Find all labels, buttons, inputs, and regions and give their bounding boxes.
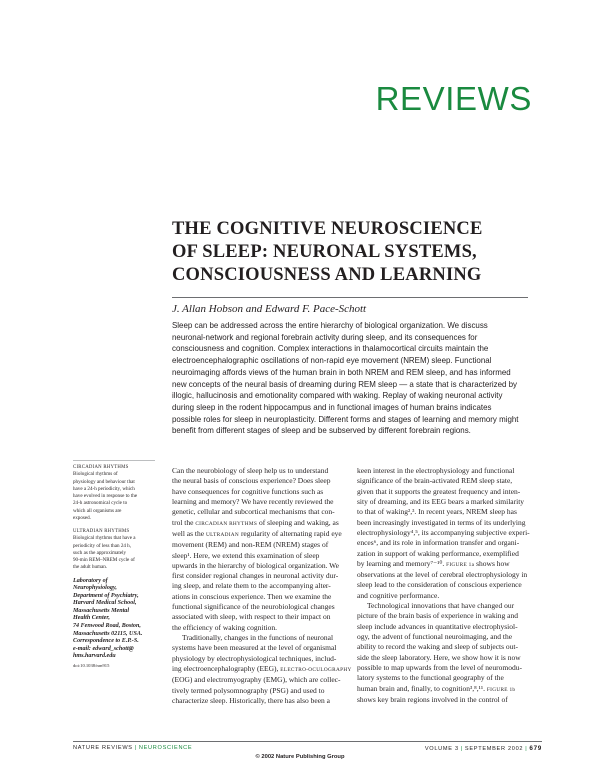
journal-section: NEUROSCIENCE: [138, 745, 193, 751]
body-line: [357, 601, 541, 611]
body-text: Traditionally, changes in the functions of neuronal: [182, 633, 334, 642]
abstract-line: electroencephalographic oscillations of non-rapid eye movement (NREM) sleep. Functional: [172, 356, 492, 366]
body-text: electrophysiology⁴,⁵, its accompanying subjective experi-: [357, 527, 530, 537]
article-title: [172, 218, 542, 287]
body-line: [172, 466, 356, 476]
body-text: sleep include advances in quantitative electrophysiol-: [357, 621, 518, 631]
section-label: REVIEWS: [375, 80, 532, 117]
body-line: [172, 571, 356, 581]
body-line: [172, 602, 356, 612]
body-line: [357, 653, 541, 663]
body-line: [172, 551, 356, 561]
body-text: side the sleep laboratory. Here, we show how it is now: [357, 652, 521, 662]
sidebar-divider: [73, 460, 155, 461]
body-line: [357, 591, 541, 601]
body-text: regularity of alternating rapid eye: [240, 528, 342, 538]
body-line: [172, 612, 356, 622]
body-text: to that of waking²,³. In recent years, NREM sleep has: [357, 507, 517, 517]
glossary-entry: [73, 528, 155, 572]
body-line: [172, 696, 356, 706]
definition-line: periodicity of less than 24 h,: [73, 542, 132, 549]
glossary-definition: [73, 471, 155, 522]
glossary-term: ULTRADIAN RHYTHMS: [73, 529, 130, 534]
body-line: [357, 518, 541, 528]
body-line: [357, 642, 541, 652]
body-text: ations in conscious experience. Then we examine the: [172, 591, 332, 601]
body-line: [172, 633, 356, 643]
volume-label: VOLUME 3: [424, 746, 459, 752]
glossary-entry: [73, 464, 155, 522]
abstract-line: benefit from different stages of sleep and be subserved by different forebrain regions.: [172, 426, 471, 436]
body-line: [172, 518, 356, 529]
small-caps-term: FIGURE 1a: [446, 561, 475, 568]
body-line: [172, 561, 356, 571]
body-text: significance of the brain-activated REM sleep state,: [357, 476, 513, 486]
body-line: [357, 497, 541, 507]
glossary-definition: [73, 535, 155, 571]
body-text: functional significance of the neurobiological changes: [172, 602, 335, 612]
body-line: [357, 673, 541, 683]
body-text: shows how: [476, 558, 510, 568]
body-text: the efficiency of waking cognition.: [172, 622, 278, 632]
address-line: 74 Fenwood Road, Boston,: [73, 623, 141, 630]
body-line: [357, 476, 541, 486]
body-text: ability to record the waking and sleep of subjects out-: [357, 642, 518, 652]
address-line: Neurophysiology,: [73, 585, 117, 592]
body-line: [357, 487, 541, 497]
address-line: e-mail: edward_schott@: [73, 645, 134, 652]
abstract-line: neuroimaging affords views of the human brain in both NREM and REM sleep, and has informed: [172, 367, 511, 377]
definition-line: Biological rhythms of: [73, 471, 118, 478]
body-text: sity of dreaming, and its EEG bears a marked similarity: [357, 496, 525, 506]
definition-line: have a 24-h periodicity, which: [73, 485, 135, 492]
body-text: characterize sleep. Historically, there has also been a: [172, 695, 330, 705]
body-text: ing electroencephalography (EEG),: [172, 663, 279, 673]
body-line: [172, 581, 356, 591]
body-text: by learning and memory⁷⁻¹⁰.: [357, 558, 445, 568]
abstract-line: consciousness and cognition. Complex interactions in thalamocortical circuits maintain the: [172, 344, 489, 354]
address-line: hms.harvard.edu: [73, 653, 116, 660]
small-caps-term: CIRCADIAN RHYTHMS: [195, 520, 258, 527]
body-line: [172, 529, 356, 540]
body-line: [357, 549, 541, 559]
body-line: [357, 466, 541, 476]
author-address: [73, 578, 155, 662]
body-text: systems have been measured at the level of organismal: [172, 643, 337, 653]
definition-line: such as the approximately: [73, 549, 127, 556]
body-line: [357, 528, 541, 538]
body-line: [172, 686, 356, 696]
definition-line: physiology and behaviour that: [73, 478, 135, 485]
body-text: trol the: [172, 517, 194, 527]
body-text: zation in support of waking performance, exemplified: [357, 548, 519, 558]
body-line: [172, 623, 356, 633]
body-text: ing sleep, and relate them to the accompanying alter-: [172, 581, 331, 591]
small-caps-term: FIGURE 1b: [486, 686, 516, 693]
definition-line: 24-h astronomical cycle to: [73, 500, 128, 507]
body-line: [357, 663, 541, 673]
body-text: Can the neurobiology of sleep help us to understand: [172, 466, 329, 475]
body-text: (EOG) and electromyography (EMG), which are collec-: [172, 675, 341, 685]
body-line: [172, 540, 356, 550]
address-line: Massachusetts Mental: [73, 607, 130, 614]
glossary-term: CIRCADIAN RHYTHMS: [73, 465, 129, 470]
margin-sidebar: [73, 464, 155, 669]
abstract-line: during sleep in the rodent hippocampus and in functional images of human brains indicates: [172, 402, 492, 412]
body-text: shows key brain regions involved in the control of: [357, 694, 508, 704]
body-text: first consider regional changes in neuronal activity dur-: [172, 571, 339, 581]
footer-divider: [73, 741, 542, 742]
abstract-line: new concepts of the neural basis of dreaming during REM sleep — a state that is characterized by: [172, 379, 518, 389]
definition-line: the adult human.: [73, 564, 108, 571]
definition-line: have evolved in response to the: [73, 493, 138, 499]
abstract-line: possible roles for sleep in neuroplasticity. Different forms and stages of learning and memory might: [172, 414, 519, 424]
address-line: Laboratory of: [73, 577, 108, 584]
body-text: given that it supports the greatest frequency and inten-: [357, 486, 521, 496]
small-caps-term: ELECTRO-OCULOGRAPHY: [280, 666, 352, 673]
abstract-line: Sleep can be addressed across the entire hierarchy of biological organization. We discuss: [172, 321, 488, 330]
body-text: of sleeping and waking, as: [258, 517, 339, 527]
body-line: [357, 632, 541, 642]
definition-line: which all organisms are: [73, 507, 122, 514]
address-line: Harvard Medical School,: [73, 600, 137, 607]
address-line: Health Center,: [73, 615, 110, 622]
issue-date: SEPTEMBER 2002: [464, 746, 524, 752]
body-text: physiology by electrophysiological techniques, includ-: [172, 653, 337, 663]
address-line: Massachusetts 02115, USA.: [73, 630, 143, 637]
page-number: 679: [529, 745, 542, 752]
body-text: the neural basis of conscious experience? Does sleep: [172, 476, 331, 486]
definition-line: exposed.: [73, 514, 91, 521]
body-text: ences⁶, and its role in information transfer and organi-: [357, 538, 520, 548]
definition-line: 90-min REM–NREM cycle of: [73, 557, 135, 563]
body-text: well as the: [172, 528, 205, 538]
author-list: J. Allan Hobson and Edward F. Pace-Schott: [172, 303, 367, 315]
abstract-line: neuronal-network and regional forebrain activity during sleep, and its consequences for: [172, 332, 478, 342]
body-line: [357, 580, 541, 590]
body-line: [357, 570, 541, 580]
body-line: [357, 538, 541, 548]
body-line: [357, 622, 541, 632]
body-text: picture of the brain basis of experience in waking and: [357, 611, 518, 621]
body-text: and cognitive performance.: [357, 590, 440, 600]
body-line: [357, 507, 541, 517]
body-line: [172, 654, 356, 664]
body-line: [172, 497, 356, 507]
body-text: human brain and, finally, to cognition³,⁸,¹¹.: [357, 683, 486, 693]
body-line: [357, 684, 541, 695]
body-text: learning and memory? We have recently reviewed the: [172, 496, 334, 506]
body-line: [172, 643, 356, 653]
journal-name: NATURE REVIEWS: [73, 745, 133, 751]
footer-journal: [73, 745, 192, 751]
body-text: associated with sleep, with respect to their impact on: [172, 612, 331, 622]
doi-label: doi:10.1038/nrn915: [73, 663, 110, 669]
body-text: have consequences for cognitive functions such as: [172, 486, 324, 496]
footer-separator: |: [525, 746, 528, 752]
body-text: possible to map upwards from the level of neuromodu-: [357, 662, 522, 672]
body-text: movement (REM) and non-REM (NREM) stages of: [172, 540, 329, 550]
address-line: Department of Psychiatry,: [73, 592, 139, 599]
copyright-notice: © 2002 Nature Publishing Group: [255, 754, 345, 760]
title-divider: [172, 297, 528, 298]
definition-line: Biological rhythms that have a: [73, 535, 136, 542]
body-text: genetic, cellular and subcortical mechanisms that con-: [172, 507, 335, 517]
body-line: [172, 592, 356, 602]
body-line: [357, 611, 541, 621]
body-column-right: [357, 466, 541, 705]
footer-issue: [425, 745, 542, 752]
body-line: [172, 487, 356, 497]
abstract: [172, 320, 528, 437]
body-line: [172, 675, 356, 685]
body-line: [357, 559, 541, 570]
body-text: sleep lead to the consideration of conscious experience: [357, 580, 522, 590]
body-line: [172, 507, 356, 517]
abstract-line: illogic, hallucinosis and emotionality compared with waking. Replay of waking neuronal activity: [172, 391, 503, 401]
title-line: CONSCIOUSNESS AND LEARNING: [172, 265, 482, 285]
body-text: ogy, the advent of functional neuroimaging, and the: [357, 632, 513, 641]
title-line: OF SLEEP: NEURONAL SYSTEMS,: [172, 242, 477, 262]
footer-separator: |: [134, 745, 137, 751]
title-line: THE COGNITIVE NEUROSCIENCE: [172, 219, 483, 239]
small-caps-term: ULTRADIAN: [205, 531, 240, 538]
body-text: Technological innovations that have changed our: [367, 601, 515, 611]
body-text: upwards in the hierarchy of biological organization. We: [172, 560, 339, 570]
body-line: [357, 695, 541, 705]
body-text: tively termed polysomnography (PSG) and used to: [172, 685, 325, 695]
body-line: [172, 476, 356, 486]
address-line: Correspondence to E.P.-S.: [73, 638, 139, 645]
body-text: observations at the level of cerebral electrophysiology in: [357, 570, 528, 580]
body-text: been increasingly investigated in terms of its underlying: [357, 517, 526, 527]
body-text: latory systems to the functional geography of the: [357, 673, 504, 683]
footer-separator: |: [460, 746, 463, 752]
body-column-left: [172, 466, 356, 706]
body-text: sleep¹. Here, we extend this examination of sleep: [172, 550, 320, 560]
body-text: keen interest in the electrophysiology and functional: [357, 466, 515, 475]
body-line: [172, 664, 356, 675]
